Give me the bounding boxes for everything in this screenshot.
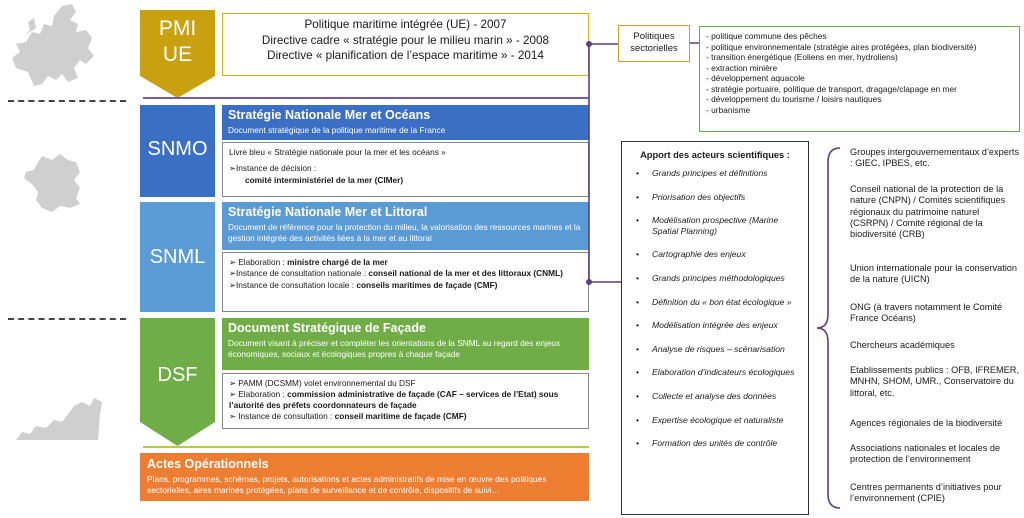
coastline-map-icon [14, 392, 104, 442]
pmi-line-1: Politique maritime intégrée (UE) - 2007 [304, 18, 507, 31]
pol-item: - développement aquacole [706, 73, 805, 83]
dsf-detail-box [222, 373, 589, 429]
actes-title: Actes Opérationnels [147, 457, 269, 471]
apport-scientifique-box [621, 141, 809, 515]
snmo-header [222, 105, 589, 140]
snml-elaboration: ➢ Elaboration : ministre chargé de la mer [229, 257, 388, 267]
apport-item: • Elaboration d’indicateurs écologiques [630, 367, 800, 378]
apport-item: • Priorisation des objectifs [630, 192, 800, 203]
actes-box [140, 453, 589, 501]
actors-brace [814, 146, 844, 510]
europe-map-icon [6, 2, 98, 88]
snmo-detail-box [222, 142, 589, 197]
snml-header [222, 202, 589, 250]
pmi-separator [143, 97, 589, 99]
apport-item: • Définition du « bon état écologique » [630, 297, 800, 308]
snmo-instance-value: comité interministériel de la mer (CIMer) [245, 174, 404, 185]
apport-item: • Grands principes méthodologiques [630, 273, 800, 284]
france-map-icon [22, 152, 86, 214]
snmo-instance-label: ➢Instance de décision : [229, 163, 317, 174]
dsf-label: DSF [157, 364, 198, 386]
pol-item: - urbanisme [706, 104, 751, 115]
apport-item: • Analyse de risques – scénarisation [630, 344, 800, 355]
actor-item: Conseil national de la protection de la nature (CNPN) / Comités scientifiques régionaux du patrimoine naturel (CSRPN) / Comité régional de la biodiversité (CRB) [850, 184, 1006, 240]
pol-item: - politique commune des pêches [706, 31, 827, 41]
pol-item: - stratégie portuaire, politique de transport, dragage/clapage en mer [706, 83, 957, 94]
actor-item: Groupes intergouvernementaux d’experts : GIEC, IPBES, etc. [850, 147, 1020, 169]
snmo-title: Stratégie Nationale Mer et Océans [228, 108, 431, 122]
apport-item: • Modélisation prospective (Marine Spatial Planning) [630, 215, 800, 236]
snmo-subtitle: Document stratégique de la politique maritime de la France [228, 125, 446, 135]
snml-label: SNML [149, 246, 206, 268]
actor-item: ONG (à travers notamment le Comité France Océans) [850, 302, 1003, 324]
pmi-label: PMI UE [158, 17, 197, 66]
pol-item: - transition énergétique (Eoliens en mer, hydroliens) [706, 52, 898, 62]
actor-item: Associations nationales et locales de protection de l’environnement [850, 443, 1001, 465]
dsf-pamm: ➢ PAMM (DCSMM) volet environnemental du DSF [229, 378, 416, 388]
apport-item: • Collecte et analyse des données [630, 391, 800, 402]
pmi-directives-box [222, 13, 589, 76]
apport-item: • Grands principes et définitions [630, 168, 800, 179]
pmi-line-2: Directive cadre « stratégie pour le milieu marin » - 2008 [261, 33, 550, 47]
snml-consultation-locale: ➢Instance de consultation locale : conseils maritimes de façade (CMF) [229, 279, 498, 290]
snml-consultation-nationale: ➢Instance de consultation nationale : conseil national de la mer et des littoraux (CNML) [229, 268, 563, 279]
snml-title: Stratégie Nationale Mer et Littoral [228, 205, 428, 219]
separator-2 [8, 318, 126, 320]
apport-item: • Cartographie des enjeux [630, 249, 800, 260]
actor-item: Chercheurs académiques [850, 340, 955, 350]
pol-item: - extraction minière [706, 62, 778, 73]
apport-title: Apport des acteurs scientifiques : [640, 150, 790, 160]
dsf-subtitle: Document visant à préciser et compléter les orientations de la SNML au regard des enjeux économiques, sociaux et écologiques propres à chaque façade [228, 338, 561, 359]
separator-1 [8, 100, 126, 102]
actor-item: Centres permanents d’initiatives pour l’environnement (CPIE) [850, 482, 1002, 504]
dsf-title: Document Stratégique de Façade [228, 321, 426, 335]
pmi-line-3: Directive « planification de l’espace maritime » - 2014 [267, 49, 544, 62]
apport-item: • Expertise écologique et naturaliste [630, 415, 800, 426]
apport-item: • Formation des unités de contrôle [630, 438, 800, 449]
pol-item: - politique environnementale (stratégie aires protégées, plan biodiversité) [706, 41, 977, 52]
dsf-elaboration: ➢ Elaboration : commission administrative de façade (CAF – services de l’Etat) sous l’autorité des préfets coordonnateurs de façade [229, 389, 559, 410]
actor-item: Agences régionales de la biodiversité [850, 418, 1003, 428]
actor-item: Etablissements publics : OFB, IFREMER, MNHN, SHOM, UMR., Conservatoire du littoral, etc. [850, 365, 1019, 398]
dsf-separator [143, 446, 589, 448]
apport-item: • Modélisation intégrée des enjeux [630, 320, 800, 331]
snmo-label: SNMO [147, 138, 208, 160]
actor-item: Union internationale pour la conservation de la nature (UICN) [850, 263, 1018, 285]
snml-detail-box [222, 252, 589, 312]
dsf-header [222, 318, 589, 370]
snml-subtitle: Document de référence pour la protection du milieu, la valorisation des ressources marines et la gestion intégrée des activités liées à la mer et au littoral [228, 222, 581, 243]
actes-text: Plans, programmes, schémas, projets, autorisations et actes administratifs de mise en œuvre des politiques sectorielles, aires marines protégées, plans de surveillance et de contrôle, dispositifs de suivi… [147, 474, 547, 495]
dsf-consultation: ➢ Instance de consultation : conseil maritime de façade (CMF) [229, 411, 467, 422]
snmo-livre-bleu: Livre bleu « Stratégie nationale pour la mer et les océans » [229, 147, 446, 157]
pol-item: - développement du tourisme / loisirs nautiques [706, 94, 882, 104]
politiques-sectorielles-list [699, 26, 1020, 132]
politiques-sectorielles-label: Politiques sectorielles [618, 25, 690, 62]
